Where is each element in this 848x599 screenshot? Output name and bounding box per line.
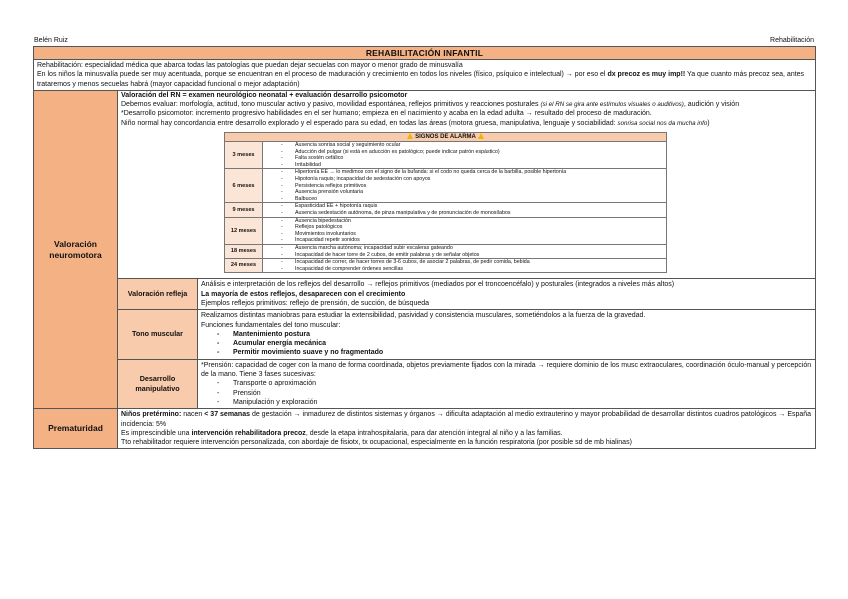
- list-item: - Manipulación y exploración: [217, 398, 812, 407]
- rn-desarrollo: *Desarrollo psicomotor: incremento progresivo habilidades en el ser humano; empieza en el nacimiento y acaba en la edad adulta → resultado del proceso de maduración.: [121, 110, 652, 118]
- warning-icon: [407, 133, 413, 139]
- rn-eval: [121, 100, 812, 109]
- list-item: - Reflejos patológicos: [281, 224, 664, 231]
- alarm-signs: [263, 142, 667, 169]
- author-name: Belén Ruiz: [34, 37, 68, 44]
- pretermino-text-end: de gestación → inmadurez de distintos sistemas y órganos → dificulta adaptación al medio extrauterino y mayor probabilidad de desarrollar distintos cuadros patológicos → España incidencia: 5%: [121, 411, 812, 428]
- intervencion-text: Es imprescindible una: [121, 429, 192, 437]
- intro-children: [37, 70, 812, 89]
- alarm-header: [225, 133, 667, 142]
- pretermino-weeks: < 37 semanas: [204, 411, 250, 419]
- intervencion-emphasis: intervención rehabilitadora precoz: [191, 429, 306, 437]
- list-item: - Persistencia reflejos primitivos: [281, 183, 664, 190]
- intro-text-end: Ya que cuanto más precoz sea, antes trataremos y menos secuelas habrá (mayor capacidad funcional o mejor adaptación): [37, 71, 805, 88]
- prematuridad-row: [34, 409, 815, 448]
- list-item: - Ausencia sonrisa social y seguimiento ocular: [281, 142, 664, 149]
- page-title: REHABILITACIÓN INFANTIL: [34, 47, 815, 60]
- list-item: - Falta sostén cefálico: [281, 155, 664, 162]
- rn-normal-end: ): [707, 119, 710, 127]
- list-item: - Ausencia prensión voluntaria: [281, 189, 664, 196]
- pretermino-text: nacen: [181, 411, 205, 419]
- manipulativo-label: Desarrollo manipulativo: [118, 360, 198, 408]
- alarm-age: 18 meses: [225, 244, 263, 258]
- alarm-row: [225, 244, 667, 258]
- tono-list: [201, 330, 812, 358]
- list-item: - Incapacidad de correr, de hacer torres de 3-6 cubos, de asociar 2 palabras, de pedir comida, bebida: [281, 259, 664, 266]
- alarm-row: [225, 142, 667, 169]
- list-item: - Hipotonía raquis; incapacidad de sedestación con apoyos: [281, 176, 664, 183]
- tono-section: [118, 310, 815, 359]
- refleja-label: Valoración refleja: [118, 279, 198, 309]
- alarm-age: 12 meses: [225, 217, 263, 244]
- prematuridad-line1: [121, 410, 812, 429]
- list-item: - Mantenimiento postura: [217, 330, 812, 339]
- list-item: - Ausencia marcha autónoma; incapacidad subir escaleras gateando: [281, 245, 664, 252]
- refleja-line2: La mayoría de estos reflejos, desaparecen con el crecimiento: [201, 290, 406, 298]
- list-item: - Hipertonía EE → lo medimos con el signo de la bufanda: si el codo no queda cerca de la barbilla, posible hipertonía: [281, 169, 664, 176]
- intro-definition: Rehabilitación: especialidad médica que abarca todas las patologías que puedan dejar secuelas con mayor o menor grado de minusvalía: [37, 62, 463, 69]
- alarm-row: [225, 217, 667, 244]
- refleja-line1: Análisis e interpretación de los reflejos del desarrollo → reflejos primitivos (mediados por el troncoencéfalo) y posturales (integrados a niveles más altos): [201, 281, 675, 289]
- intro-emphasis: dx precoz es muy imp!!: [607, 71, 686, 79]
- manipulativo-section: [118, 360, 815, 408]
- alarm-row: [225, 203, 667, 217]
- valoracion-row: [34, 91, 815, 409]
- manipulativo-list: [201, 379, 812, 407]
- alarm-signs-table: [224, 132, 667, 273]
- rn-eval-text: Debemos evaluar: morfología, actitud, tono muscular activo y pasivo, movilidad espontánea, reflejos primitivos y reacciones posturales: [121, 101, 541, 109]
- document-subject: Rehabilitación: [770, 37, 814, 44]
- rehab-table: [33, 46, 816, 449]
- list-item: - Permitir movimiento suave y no fragmentado: [217, 348, 812, 357]
- refleja-line3: Ejemplos reflejos primitivos: reflejo de prensión, de succión, de búsqueda: [201, 299, 430, 307]
- tono-line1: Realizamos distintas maniobras para estudiar la extensibilidad, pasividad y consistencia musculares, sometiéndolos a la fuerza de la gravedad.: [201, 312, 646, 320]
- intro-text: En los niños la minusvalía puede ser muy acentuada, porque se encuentran en el proceso de maduración y crecimiento en todos los niveles (físico, psíquico e intelectual) → por eso el: [37, 71, 608, 79]
- list-item: - Transporte o aproximación: [217, 379, 812, 388]
- rn-normal-text: Niño normal hay concordancia entre desarrollo explorado y el esperado para su edad, en todas las áreas (motora gruesa, manipulativa, lenguaje y sociabilidad:: [121, 119, 618, 127]
- alarm-signs: [263, 203, 667, 217]
- list-item: - Incapacidad repetir sonidos: [281, 237, 664, 244]
- list-item: - Incapacidad de comprender órdenes sencillas: [281, 266, 664, 273]
- list-item: - Movimientos involuntarios: [281, 231, 664, 238]
- rn-title: Valoración del RN = examen neurológico neonatal + evaluación desarrollo psicomotor: [121, 91, 408, 99]
- alarm-age: 24 meses: [225, 259, 263, 273]
- intervencion-text-end: , desde la etapa intrahospitalaria, para dar atención integral al niño y a las familias.: [305, 429, 563, 437]
- intro-section: [34, 60, 815, 91]
- rn-eval-italic: (si el RN se gira ante estímulos visuales o auditivos): [540, 101, 684, 109]
- alarm-title: SIGNOS DE ALARMA: [415, 134, 476, 141]
- list-item: - Prensión: [217, 389, 812, 398]
- alarm-age: 6 meses: [225, 169, 263, 203]
- alarm-signs: [263, 259, 667, 273]
- list-item: - Irritabilidad: [281, 162, 664, 169]
- rn-normal-italic: sonrisa social nos da mucha info: [617, 119, 708, 127]
- rn-eval-end: , audición y visión: [683, 101, 740, 109]
- list-item: - Ausencia sedestación autónoma, de pinza manipulativa y de pronunciación de monosílabos: [281, 210, 664, 217]
- alarm-row: [225, 259, 667, 273]
- list-item: - Acumular energía mecánica: [217, 339, 812, 348]
- valoracion-label: Valoración neuromotora: [34, 91, 118, 408]
- prematuridad-label: Prematuridad: [34, 409, 118, 448]
- rn-normal: [121, 119, 812, 128]
- alarm-signs: [263, 169, 667, 203]
- list-item: - Balbuceo: [281, 196, 664, 203]
- tono-label: Tono muscular: [118, 310, 198, 358]
- alarm-age: 9 meses: [225, 203, 263, 217]
- tono-line2: Funciones fundamentales del tono muscular:: [201, 321, 341, 329]
- alarm-row: [225, 169, 667, 203]
- manipulativo-line1: *Prensión: capacidad de coger con la mano de forma coordinada, objetos previamente fijados con la mirada → requiere dominio de los musc extraoculares, coordinación óculo-manual y percepción de la mano. Tiene 3 fases sucesivas:: [201, 361, 812, 379]
- rn-section: [118, 91, 815, 279]
- warning-icon: [478, 133, 484, 139]
- alarm-signs: [263, 217, 667, 244]
- list-item: - Incapacidad de hacer torre de 2 cubos, de emitir palabras y de señalar objetos: [281, 252, 664, 259]
- list-item: - Aducción del pulgar (si está en aducción es patológico; puede indicar patrón espástico): [281, 149, 664, 156]
- pretermino-term: Niños pretérmino:: [121, 411, 182, 419]
- prematuridad-line3: Tto rehabilitador requiere intervención personalizada, con abordaje de fisiotx, tx ocupacional, especialmente en la función respiratoria (por posible sd de mb hialinas): [121, 439, 632, 447]
- list-item: - Ausencia bipedestación: [281, 218, 664, 225]
- alarm-age: 3 meses: [225, 142, 263, 169]
- list-item: - Espasticidad EE + hipotonía raquis: [281, 203, 664, 210]
- refleja-section: [118, 279, 815, 310]
- alarm-signs: [263, 244, 667, 258]
- prematuridad-line2: [121, 429, 812, 438]
